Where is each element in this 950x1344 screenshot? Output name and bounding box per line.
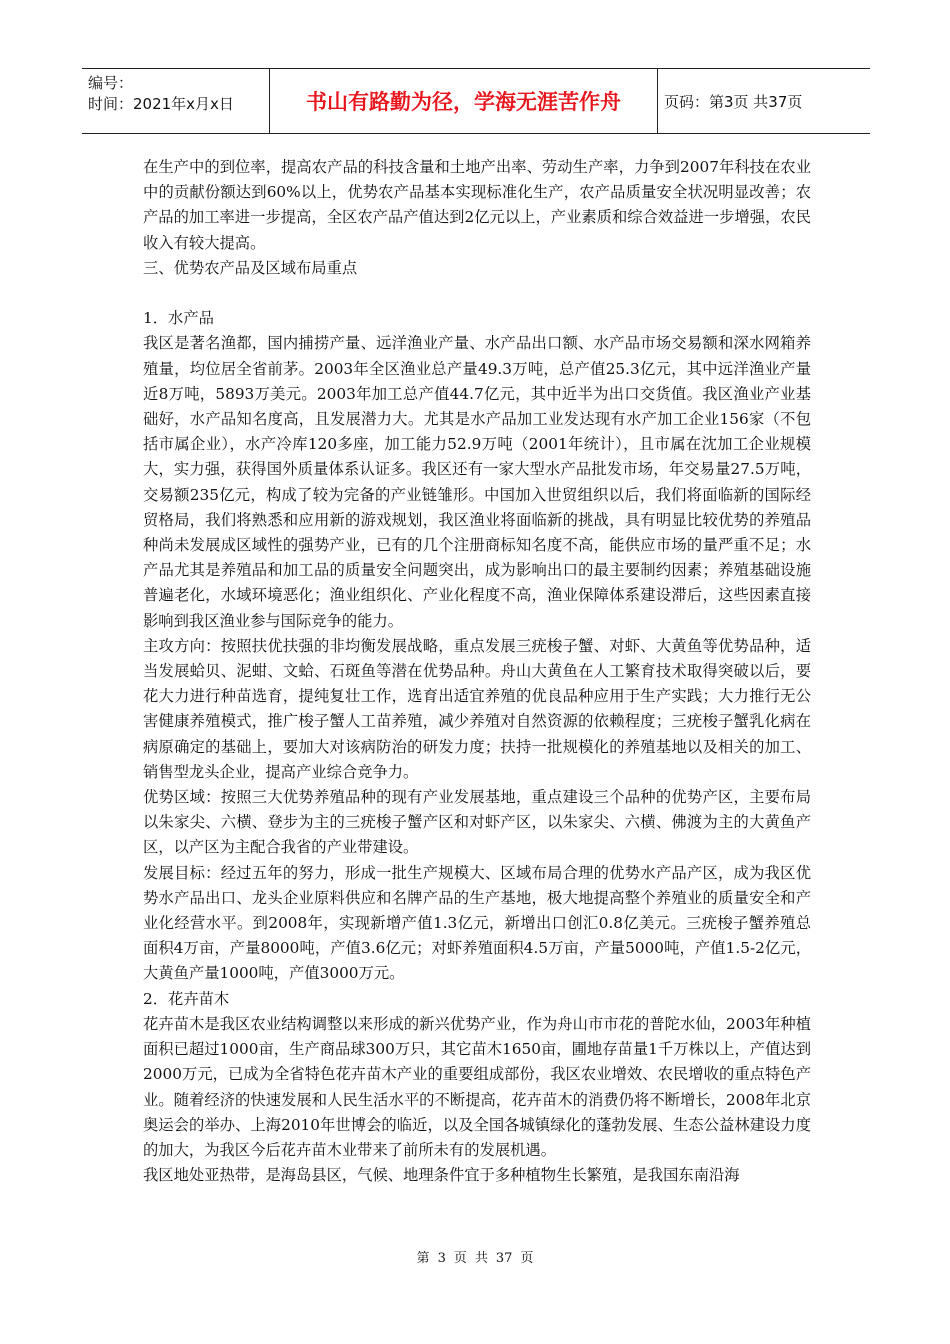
header-page-label: 页码：第3页 共37页: [664, 92, 803, 111]
header-motto: 书山有路勤为径，学海无涯苦作舟: [270, 69, 658, 133]
header-meta: [82, 69, 270, 133]
section-heading: 三、优势农产品及区域布局重点: [143, 258, 358, 277]
footer-ye2: 页: [520, 1251, 534, 1266]
footer-di: 第: [416, 1251, 430, 1266]
subsection-heading: 1．水产品: [143, 309, 214, 328]
blank-line: [143, 281, 811, 306]
footer-total-pages: 37: [495, 1251, 513, 1266]
page-footer: [0, 1247, 950, 1266]
paragraph: 我区地处亚热带，是海岛县区，气候、地理条件宜于多种植物生长繁殖，是我国东南沿海: [143, 1166, 740, 1185]
footer-gong: 共: [474, 1251, 488, 1266]
document-time-label: 时间：2021年x月x日: [88, 95, 234, 113]
paragraph: 发展目标：经过五年的努力，形成一批生产规模大、区域布局合理的优势水产品产区，成为我区优势水产品出口、龙头企业原料供应和名牌产品的生产基地，极大地提高整个养殖业的质量安全和产业化经营水平。到2008年，实现新增产值1.3亿元，新增出口创汇0.8亿美元。三疣梭子蟹养殖总面积4万亩，产量8000吨，产值3.6亿元；对虾养殖面积4.5万亩，产量5000吨，产值1.5-2亿元，大黄鱼产量1000吨，产值3000万元。: [143, 863, 811, 983]
paragraph: 我区是著名渔都，国内捕捞产量、远洋渔业产量、水产品出口额、水产品市场交易额和深水网箱养殖量，均位居全省前茅。2003年全区渔业总产量49.3万吨，总产值25.3亿元，其中远洋渔业产量近8万吨，5893万美元。2003年加工总产值44.7亿元，其中近半为出口交货值。我区渔业产业基础好，水产品知名度高，且发展潜力大。尤其是水产品加工业发达现有水产加工企业156家（不包括市属企业），水产冷库120多座，加工能力52.9万吨（2001年统计），且市属在沈加工企业规模大，实力强，获得国外质量体系认证多。我区还有一家大型水产品批发市场，年交易量27.5万吨，交易额235亿元，构成了较为完备的产业链雏形。中国加入世贸组织以后，我们将面临新的国际经贸格局，我们将熟悉和应用新的游戏规划，我区渔业将面临新的挑战，具有明显比较优势的养殖品种尚未发展成区域性的强势产业，已有的几个注册商标知名度不高，能供应市场的量严重不足；水产品尤其是养殖品和加工品的质量安全问题突出，成为影响出口的最主要制约因素；养殖基础设施普遍老化，水域环境恶化；渔业组织化、产业化程度不高，渔业保障体系建设滞后，这些因素直接影响到我区渔业参与国际竞争的能力。: [143, 334, 811, 630]
footer-ye: 页: [453, 1251, 467, 1266]
footer-page-number: 3: [437, 1251, 446, 1266]
paragraph: 花卉苗木是我区农业结构调整以来形成的新兴优势产业，作为舟山市市花的普陀水仙，2003年种植面积已超过1000亩，生产商品球300万只，其它苗木1650亩，圃地存苗量1千万株以上，产值达到2000万元，已成为全省特色花卉苗木产业的重要组成部份，我区农业增效、农民增收的重点特色产业。随着经济的快速发展和人民生活水平的不断提高，花卉苗木的消费仍将不断增长，2008年北京奥运会的举办、上海2010年世博会的临近，以及全国各城镇绿化的蓬勃发展、生态公益林建设力度的加大，为我区今后花卉苗木业带来了前所未有的发展机遇。: [143, 1014, 811, 1159]
page-header: [82, 68, 870, 134]
document-body: [143, 155, 811, 1188]
paragraph: 在生产中的到位率，提高农产品的科技含量和土地产出率、劳动生产率，力争到2007年科技在农业中的贡献份额达到60%以上，优势农产品基本实现标准化生产，农产品质量安全状况明显改善；农产品的加工率进一步提高，全区农产品产值达到2亿元以上，产业素质和综合效益进一步增强，农民收入有较大提高。: [143, 158, 811, 252]
paragraph: 优势区域：按照三大优势养殖品种的现有产业发展基地，重点建设三个品种的优势产区，主要布局以朱家尖、六横、登步为主的三疣梭子蟹产区和对虾产区，以朱家尖、六横、佛渡为主的大黄鱼产区，以产区为主配合我省的产业带建设。: [143, 788, 811, 857]
subsection-heading: 2．花卉苗木: [143, 989, 230, 1008]
paragraph: 主攻方向：按照扶优扶强的非均衡发展战略，重点发展三疣梭子蟹、对虾、大黄鱼等优势品种，适当发展蛤贝、泥蚶、文蛤、石斑鱼等潜在优势品种。舟山大黄鱼在人工繁育技术取得突破以后，要花大力进行种苗选育，提纯复壮工作，选育出适宜养殖的优良品种应用于生产实践；大力推行无公害健康养殖模式，推广梭子蟹人工苗养殖，减少养殖对自然资源的依赖程度；三疣梭子蟹乳化病在病原确定的基础上，要加大对该病防治的研发力度；扶持一批规模化的养殖基地以及相关的加工、销售型龙头企业，提高产业综合竞争力。: [143, 636, 811, 781]
document-number-label: 编号：: [88, 74, 134, 92]
